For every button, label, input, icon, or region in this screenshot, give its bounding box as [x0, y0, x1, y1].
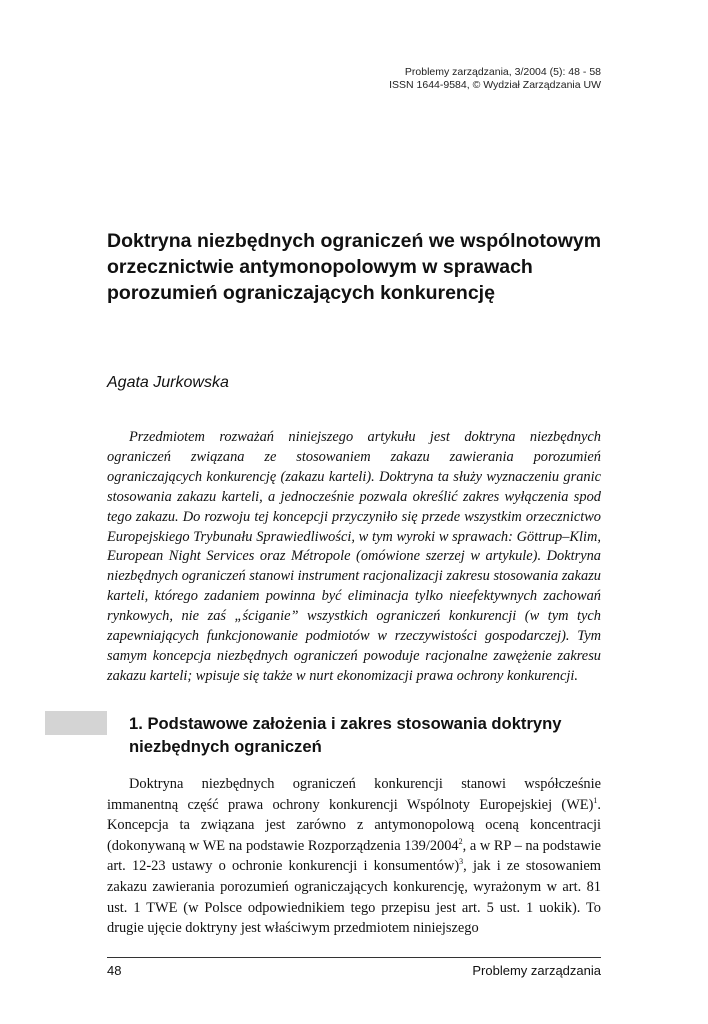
footnote-ref-3[interactable]: 3: [459, 857, 464, 867]
footer-divider: [107, 957, 601, 958]
body-text-part-1: Doktryna niezbędnych ograniczeń konkurencji stanowi współcześnie immanentną część prawa ochrony konkurencji Wspólnoty Europejskiej (WE): [107, 776, 601, 813]
journal-name: Problemy zarządzania: [472, 963, 601, 978]
section-heading: 1. Podstawowe założenia i zakres stosowania doktryny niezbędnych ograniczeń: [129, 714, 562, 756]
body-text-part-2: . Koncepcja ta związana jest zarówno z antymonopolową oceną koncentracji (dokonywaną w WE na podstawie Rozporządzenia 139/2004: [107, 796, 601, 854]
citation-line-1: Problemy zarządzania, 3/2004 (5): 48 - 58: [404, 66, 601, 78]
article-author: Agata Jurkowska: [107, 374, 229, 391]
footnote-ref-1[interactable]: 1: [593, 795, 598, 805]
article-title: Doktryna niezbędnych ograniczeń we wspólnotowym orzecznictwie antymonopolowym w sprawach porozumień ograniczających konkurencję: [107, 230, 602, 304]
citation-header: [389, 66, 601, 92]
page-number: 48: [107, 963, 122, 978]
footnote-ref-2[interactable]: 2: [458, 836, 463, 846]
body-text-part-3: , a w RP – na podstawie art. 12-23 ustawy o ochronie konkurencji i konsumentów): [107, 837, 601, 875]
body-paragraph: [107, 774, 601, 939]
section-marker-bar: [45, 711, 107, 735]
citation-line-2: ISSN 1644-9584, © Wydział Zarządzania UW: [389, 79, 601, 91]
body-text-part-4: , jak i ze stosowaniem zakazu zawierania porozumień ograniczających konkurencję, wyrażonym w art. 81 ust. 1 TWE (w Polsce odpowiednikiem tego przepisu jest art. 5 ust. 1 uokik). To drugie ujęcie doktryny jest właściwym przedmiotem niniejszego: [107, 858, 601, 937]
article-abstract: Przedmiotem rozważań niniejszego artykułu jest doktryna niezbędnych ograniczeń związana ze stosowaniem zakazu zawierania porozumień ograniczających konkurencję (zakazu karteli). Doktryna ta służy wyznaczeniu granic stosowania zakazu karteli, a jednocześnie pozwala określić zakres wyłączenia spod tego zakazu. Do rozwoju tej koncepcji przyczyniło się przede wszystkim orzecznictwo Europejskiego Trybunału Sprawiedliwości, w tym wyroki w sprawach: Göttrup–Klim, European Night Services oraz Métropole (omówione szerzej w artykule). Doktryna niezbędnych ograniczeń stanowi instrument racjonalizacji zakresu stosowania zakazu karteli, którego zadaniem powinna być eliminacja tylko nieefektywnych zachowań rynkowych, nie zaś „ściganie” wszystkich ograniczeń konkurencji (w tym tych zapewniających funkcjonowanie podmiotów w rzeczywistości gospodarczej). Tym samym koncepcja niezbędnych ograniczeń powoduje racjonalne zawężenie zakresu zakazu karteli; wpisuje się także w nurt ekonomizacji prawa ochrony konkurencji.: [107, 429, 601, 684]
